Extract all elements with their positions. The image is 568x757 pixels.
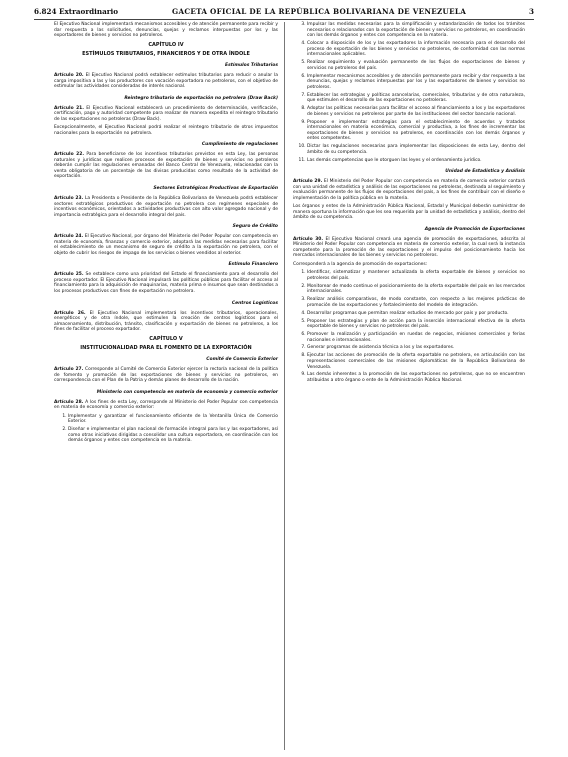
article-text: La Presidenta o Presidente de la República Bolivariana de Venezuela podrá establecer sectores estratégicos productivos de exportación no petrolera con regímenes especiales de incentivos económicos, orientados a actividades productivas con alto valor agregado nacional y de importancia estratégica para el desarrollo integral del país. bbox=[54, 195, 278, 218]
article-text: El Ejecutivo Nacional implementará los incentivos tributarios, operacionales, energéticos y de otra índole, que estimulen la creación de centros logísticos para el almacenamiento, distribución, tránsito, clasificación y exportación de bienes no petroleros, a los fines de facilitar el proceso exportador. bbox=[54, 310, 278, 333]
article-label: Artículo 24. bbox=[54, 234, 84, 240]
article bbox=[54, 367, 278, 384]
list-item: 8. Ejecutar las acciones de promoción de la oferta exportable no petrolera, en articulación con las representaciones comerciales de las misiones diplomáticas de la República Bolivariana de Venezuela. bbox=[307, 353, 525, 370]
list-item: 8. Adoptar las políticas necesarias para facilitar el acceso al financiamiento a los y las exportadores de bienes y servicios no petroleros por parte de las instituciones del sector bancario nacional. bbox=[307, 106, 525, 117]
article-text: El Ejecutivo Nacional, por órgano del Ministerio del Poder Popular con competencia en materia de economía, finanzas y comercio exterior, adoptará las medidas necesarias para facilitar el establecimiento de un mecanismo de seguro de crédito a la exportación no petrolera, con el objeto de cubrir los riesgos de impago de los servicios o bienes vendidos al exterior. bbox=[54, 234, 278, 256]
paragraph: Excepcionalmente, el Ejecutivo Nacional podrá realizar el reintegro tributario de otros impuestos nacionales para la exportación no petrolera. bbox=[54, 125, 278, 136]
article-text: El Ejecutivo Nacional establecerá un procedimiento de determinación, verificación, certificación, pago y autoridad competente para realizar de manera expedita el reintegro tributario de las exportaciones no petroleras (Draw Back). bbox=[54, 105, 278, 122]
paragraph: El Ejecutivo Nacional implementará mecanismos accesibles y de atención permanente para recibir y dar respuesta a las solicitudes, denuncias, quejas y reclamos interpuestas por los y las exportadores de bienes y servicios no petroleros. bbox=[54, 22, 278, 39]
list-item: 3. Realizar análisis comparativos, de modo constante, con respecto a los mejores prácticas de promoción de las exportaciones y fortalecimiento del modelo de integración. bbox=[307, 297, 525, 308]
list-item: 2. Monitorear de modo continuo el posicionamiento de la oferta exportable del país en los mercados internacionales. bbox=[307, 284, 525, 295]
list-item: 10. Dictar las regulaciones necesarias para implementar las disposiciones de esta Ley, dentro del ámbito de su competencia. bbox=[307, 144, 525, 155]
section-heading: Unidad de Estadística y Análisis bbox=[445, 169, 525, 175]
section-heading: Agencia de Promoción de Exportaciones bbox=[424, 226, 525, 232]
numbered-list bbox=[54, 414, 278, 444]
article-label: Artículo 30. bbox=[293, 236, 324, 242]
article bbox=[293, 237, 525, 259]
article-label: Artículo 20. bbox=[54, 73, 84, 79]
list-item: 1. Identificar, sistematizar y mantener actualizada la oferta exportable de bienes y servicios no petroleros del país. bbox=[307, 270, 525, 281]
list-item: 6. Promover la realización y participación en ruedas de negocios, misiones comerciales y ferias nacionales e internacionales. bbox=[307, 332, 525, 343]
article-text: El Ejecutivo Nacional podrá establecer estímulos tributarios para reducir o anular la carga impositiva a las y los productores con vocación exportadora no petroleros, con el objetivo de estimular las actividades consideradas de interés nacional. bbox=[54, 73, 279, 90]
article bbox=[54, 73, 278, 90]
article-label: Artículo 27. bbox=[54, 367, 84, 373]
chapter-subtitle: ESTÍMULOS TRIBUTARIOS, FINANCIEROS Y DE OTRA ÍNDOLE bbox=[82, 50, 250, 57]
list-item: 3. Impulsar las medidas necesarias para la simplificación y estandarización de todos los trámites necesarios o relacionados con la exportación de bienes y servicios no petroleros, en coordinación con los demás órganos y entes con competencia en la materia. bbox=[307, 22, 525, 39]
paragraph: Los órganos y entes de la Administración Pública Nacional, Estadal y Municipal deberán suministrar de manera oportuna la información que les sea requerida por la unidad de estadística y análisis, dentro del ámbito de su competencia. bbox=[293, 204, 525, 221]
article-text: El Ministerio del Poder Popular con competencia en materia de comercio exterior contará con una unidad de estadística y análisis de las exportaciones no petroleras, destinada al seguimiento y evaluación permanente de los flujos de exportaciones del país, a los fines de contribuir con el diseño e implementación de la política pública en la materia. bbox=[293, 179, 525, 201]
section-heading: Estímulo Financiero bbox=[228, 262, 278, 268]
chapter-subtitle: INSTITUCIONALIDAD PARA EL FOMENTO DE LA EXPORTACIÓN bbox=[80, 344, 252, 351]
article-text: A los fines de esta Ley, corresponde al Ministerio del Poder Popular con competencia en materia de economía y comercio exterior: bbox=[54, 399, 279, 411]
article bbox=[54, 196, 278, 218]
gazette-title: GACETA OFICIAL DE LA REPÚBLICA BOLIVARIANA DE VENEZUELA bbox=[172, 7, 467, 16]
list-item: 9. Las demás inherentes a la promoción de las exportaciones no petroleras, que no se encuentren atribuidas a otro órgano o ente de la Administración Pública Nacional. bbox=[307, 372, 525, 383]
header-rule bbox=[34, 19, 534, 20]
article-text: Se establece como una prioridad del Estado el financiamiento para el desarrollo del proceso exportador. El Ejecutivo Nacional impulsará las políticas públicas para facilitar el acceso al financiamiento para la adquisición de maquinarias, materia prima e insumos que sean destinados a los procesos productivos con fines de exportación no petrolera. bbox=[54, 272, 278, 294]
list-item: 11. Las demás competencias que le otorguen las leyes y el ordenamiento jurídico. bbox=[307, 158, 525, 164]
article-label: Artículo 21. bbox=[54, 105, 84, 111]
article bbox=[54, 106, 278, 123]
list-item: 4. Colocar a disposición de los y las exportadores la información necesaria para el desarrollo del proceso de exportación de los bienes y servicios no petroleros, de conformidad con las normas internacionales aplicables. bbox=[307, 41, 525, 58]
list-item: 7. Generar programas de asistencia técnica a los y las exportadores. bbox=[307, 345, 525, 351]
section-heading: Comité de Comercio Exterior bbox=[206, 357, 278, 363]
article bbox=[293, 179, 525, 201]
article bbox=[54, 272, 278, 294]
left-column bbox=[54, 22, 278, 447]
article-label: Artículo 23. bbox=[54, 195, 84, 201]
chapter-heading: CAPÍTULO IV bbox=[148, 41, 184, 48]
list-item: 4. Desarrollar programas que permitan realizar estudios de mercado por país y por producto. bbox=[307, 311, 525, 317]
section-heading: Sectores Estratégicos Productivos de Exportación bbox=[153, 185, 278, 191]
article bbox=[54, 311, 278, 333]
article-text: Para beneficiarse de los incentivos tributarios previstos en esta Ley, las personas naturales y jurídicas que realicen procesos de exportación de bienes y servicios no petroleros deberán cumplir las regulaciones emanadas del Banco Central de Venezuela, relacionadas con la venta obligatoria de un porcentaje de las divisas producidas como resultado de la actividad de exportación. bbox=[54, 152, 278, 180]
section-heading: Centros Logísticos bbox=[231, 300, 278, 306]
article bbox=[54, 400, 278, 411]
edition-number: 6.824 Extraordinario bbox=[34, 7, 119, 16]
section-heading: Estímulos Tributarios bbox=[225, 63, 278, 69]
article-text: Corresponde al Comité de Comercio Exterior ejercer la rectoría nacional de la política de fomento y promoción de las exportaciones de bienes y servicios no petroleros, en correspondencia con el Plan de la Patria y demás planes de desarrollo de la nación. bbox=[54, 367, 278, 384]
page-header bbox=[34, 7, 534, 19]
right-column bbox=[293, 22, 525, 386]
list-item: 5. Realizar seguimiento y evaluación permanente de los flujos de exportaciones de bienes y servicios no petroleros del país. bbox=[307, 60, 525, 71]
list-item: 9. Proponer e implementar estrategias para el establecimiento de acuerdos y tratados internacionales en materia económica, comercial y productiva, a los fines de incrementar las exportaciones de bienes y servicios no petroleros, en coordinación con los demás órganos y entes competentes. bbox=[307, 120, 525, 142]
list-item: 2. Diseñar e implementar el plan nacional de formación integral para los y las exportadores, así como otras iniciativas dirigidas a consolidar una cultura exportadora, en coordinación con los demás órganos y entes con competencia en la materia. bbox=[68, 427, 278, 444]
article-label: Artículo 25. bbox=[54, 272, 84, 278]
list-item: 1. Implementar y garantizar el funcionamiento eficiente de la Ventanilla Única de Comercio Exterior. bbox=[68, 414, 278, 425]
section-heading: Cumplimiento de regulaciones bbox=[201, 142, 278, 148]
list-item: 7. Establecer las estrategias y políticas arancelarias, comerciales, tributarias y de otra naturaleza, que estimulen el desarrollo de las exportaciones no petroleras. bbox=[307, 93, 525, 104]
paragraph: Corresponderá a la agencia de promoción de exportaciones: bbox=[293, 261, 428, 267]
numbered-list bbox=[293, 270, 525, 383]
article bbox=[54, 152, 278, 180]
column-divider bbox=[284, 22, 285, 750]
list-item: 5. Proponer las estrategias y plan de acción para la inserción internacional efectiva de la oferta exportable de bienes y servicios no petroleros del país. bbox=[307, 319, 525, 330]
article-label: Artículo 22. bbox=[54, 152, 85, 158]
section-heading: Ministerio con competencia en materia de economía y comercio exterior bbox=[96, 389, 278, 395]
article-text: El Ejecutivo Nacional creará una agencia de promoción de exportaciones, adscrita al Ministerio del Poder Popular con competencia en materia de comercio exterior, la cual será la instancia competente para la promoción de las exportaciones y el impulso del posicionamiento hacia los mercados internacionales de los bienes y servicios no petroleros. bbox=[293, 236, 525, 259]
article-label: Artículo 28. bbox=[54, 399, 84, 405]
article-label: Artículo 29. bbox=[293, 179, 323, 185]
numbered-list bbox=[293, 22, 525, 163]
list-item: 6. Implementar mecanismos accesibles y de atención permanente para recibir y dar respuesta a las denuncias, quejas y reclamos interpuestas por los y las exportadores de bienes y servicios no petroleros. bbox=[307, 74, 525, 91]
section-heading: Seguro de Crédito bbox=[232, 224, 278, 230]
article-label: Artículo 26. bbox=[54, 310, 86, 316]
article bbox=[54, 234, 278, 256]
chapter-heading: CAPÍTULO V bbox=[149, 335, 183, 342]
page-number: 3 bbox=[528, 7, 534, 16]
section-heading: Reintegro tributario de exportación no petrolera (Draw Back) bbox=[124, 95, 278, 101]
